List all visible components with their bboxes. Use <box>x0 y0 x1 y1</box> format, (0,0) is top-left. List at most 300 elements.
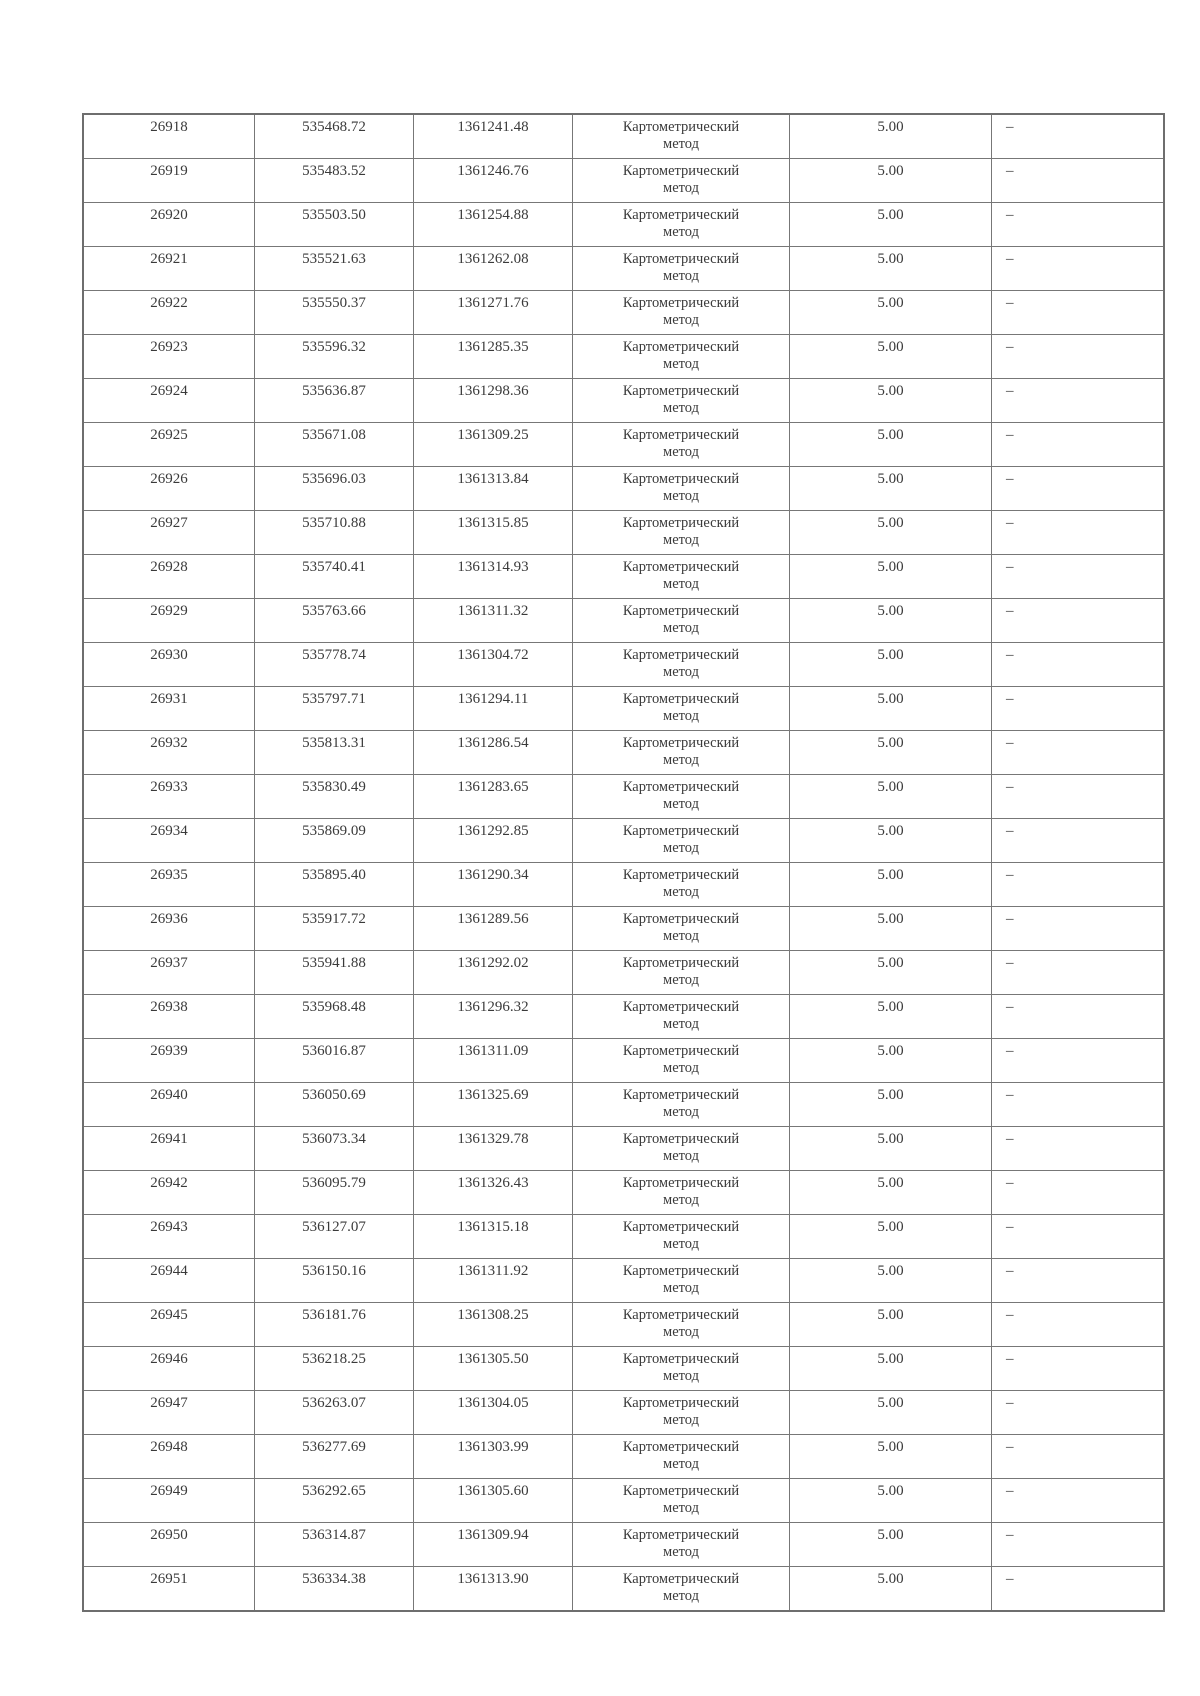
coordinate-x: 535483.52 <box>255 159 414 203</box>
coordinate-y: 1361289.56 <box>414 907 573 951</box>
table-row <box>83 995 1164 1039</box>
description-cell: – <box>992 1259 1165 1303</box>
point-number: 26923 <box>83 335 255 379</box>
coordinate-x: 536334.38 <box>255 1567 414 1612</box>
coordinate-x: 535740.41 <box>255 555 414 599</box>
method-cell <box>573 951 790 995</box>
precision-value: 5.00 <box>790 555 992 599</box>
description-cell: – <box>992 1171 1165 1215</box>
description-cell: – <box>992 863 1165 907</box>
coordinate-y: 1361308.25 <box>414 1303 573 1347</box>
coordinate-x: 535468.72 <box>255 114 414 159</box>
table-row <box>83 1523 1164 1567</box>
table-row <box>83 114 1164 159</box>
method-cell <box>573 423 790 467</box>
description-cell: – <box>992 1083 1165 1127</box>
table-row <box>83 423 1164 467</box>
coordinate-y: 1361305.60 <box>414 1479 573 1523</box>
method-line-2: метод <box>663 356 699 372</box>
coordinate-x: 535869.09 <box>255 819 414 863</box>
description-cell: – <box>992 511 1165 555</box>
method-cell <box>573 1127 790 1171</box>
table-row <box>83 775 1164 819</box>
precision-value: 5.00 <box>790 335 992 379</box>
description-cell: – <box>992 775 1165 819</box>
table-row <box>83 643 1164 687</box>
description-cell: – <box>992 1347 1165 1391</box>
description-cell: – <box>992 1215 1165 1259</box>
table-row <box>83 863 1164 907</box>
method-line-2: метод <box>663 180 699 196</box>
method-line-1: Картометрический <box>622 251 740 267</box>
point-number: 26925 <box>83 423 255 467</box>
coordinate-y: 1361304.72 <box>414 643 573 687</box>
method-cell <box>573 1303 790 1347</box>
precision-value: 5.00 <box>790 1259 992 1303</box>
method-line-1: Картометрический <box>622 955 740 971</box>
method-line-1: Картометрический <box>622 691 740 707</box>
method-line-2: метод <box>663 840 699 856</box>
method-line-1: Картометрический <box>622 1263 740 1279</box>
coordinate-y: 1361313.84 <box>414 467 573 511</box>
coordinate-x: 535671.08 <box>255 423 414 467</box>
coordinate-x: 535550.37 <box>255 291 414 335</box>
precision-value: 5.00 <box>790 731 992 775</box>
method-line-1: Картометрический <box>622 1219 740 1235</box>
point-number: 26949 <box>83 1479 255 1523</box>
table-row <box>83 687 1164 731</box>
description-cell: – <box>992 423 1165 467</box>
point-number: 26947 <box>83 1391 255 1435</box>
coordinate-x: 536050.69 <box>255 1083 414 1127</box>
precision-value: 5.00 <box>790 1039 992 1083</box>
method-cell <box>573 203 790 247</box>
method-cell <box>573 291 790 335</box>
table-row <box>83 379 1164 423</box>
description-cell: – <box>992 247 1165 291</box>
coordinate-x: 536292.65 <box>255 1479 414 1523</box>
coordinate-y: 1361315.18 <box>414 1215 573 1259</box>
description-cell: – <box>992 555 1165 599</box>
method-cell <box>573 731 790 775</box>
coordinate-y: 1361304.05 <box>414 1391 573 1435</box>
table-row <box>83 819 1164 863</box>
method-line-2: метод <box>663 1368 699 1384</box>
method-line-1: Картометрический <box>622 1087 740 1103</box>
method-cell <box>573 114 790 159</box>
method-line-1: Картометрический <box>622 1395 740 1411</box>
precision-value: 5.00 <box>790 511 992 555</box>
point-number: 26945 <box>83 1303 255 1347</box>
table-row <box>83 1259 1164 1303</box>
precision-value: 5.00 <box>790 1303 992 1347</box>
precision-value: 5.00 <box>790 1567 992 1612</box>
coordinate-x: 536263.07 <box>255 1391 414 1435</box>
method-cell <box>573 995 790 1039</box>
precision-value: 5.00 <box>790 1435 992 1479</box>
coordinate-y: 1361292.02 <box>414 951 573 995</box>
method-cell <box>573 1215 790 1259</box>
method-line-2: метод <box>663 136 699 152</box>
method-cell <box>573 643 790 687</box>
method-line-1: Картометрический <box>622 295 740 311</box>
precision-value: 5.00 <box>790 1215 992 1259</box>
coordinate-x: 536218.25 <box>255 1347 414 1391</box>
coordinate-y: 1361286.54 <box>414 731 573 775</box>
coordinate-y: 1361271.76 <box>414 291 573 335</box>
method-cell <box>573 819 790 863</box>
method-cell <box>573 1479 790 1523</box>
coordinate-y: 1361305.50 <box>414 1347 573 1391</box>
point-number: 26948 <box>83 1435 255 1479</box>
precision-value: 5.00 <box>790 1391 992 1435</box>
coordinate-y: 1361254.88 <box>414 203 573 247</box>
point-number: 26927 <box>83 511 255 555</box>
description-cell: – <box>992 731 1165 775</box>
method-line-1: Картометрический <box>622 735 740 751</box>
point-number: 26920 <box>83 203 255 247</box>
method-line-2: метод <box>663 708 699 724</box>
coordinates-table <box>82 113 1165 1612</box>
table-row <box>83 159 1164 203</box>
coordinate-y: 1361309.25 <box>414 423 573 467</box>
method-line-1: Картометрический <box>622 911 740 927</box>
method-line-2: метод <box>663 1104 699 1120</box>
method-line-2: метод <box>663 576 699 592</box>
method-cell <box>573 1391 790 1435</box>
method-line-1: Картометрический <box>622 119 740 135</box>
method-line-1: Картометрический <box>622 1527 740 1543</box>
method-line-1: Картометрический <box>622 1307 740 1323</box>
method-line-2: метод <box>663 1412 699 1428</box>
method-line-1: Картометрический <box>622 207 740 223</box>
table-row <box>83 247 1164 291</box>
description-cell: – <box>992 819 1165 863</box>
method-line-1: Картометрический <box>622 779 740 795</box>
precision-value: 5.00 <box>790 995 992 1039</box>
coordinate-x: 535503.50 <box>255 203 414 247</box>
coordinate-x: 535778.74 <box>255 643 414 687</box>
point-number: 26921 <box>83 247 255 291</box>
method-line-2: метод <box>663 1500 699 1516</box>
method-line-1: Картометрический <box>622 823 740 839</box>
coordinate-y: 1361329.78 <box>414 1127 573 1171</box>
coordinate-y: 1361326.43 <box>414 1171 573 1215</box>
coordinate-y: 1361309.94 <box>414 1523 573 1567</box>
point-number: 26941 <box>83 1127 255 1171</box>
table-row <box>83 731 1164 775</box>
table-row <box>83 467 1164 511</box>
description-cell: – <box>992 1391 1165 1435</box>
precision-value: 5.00 <box>790 1479 992 1523</box>
precision-value: 5.00 <box>790 203 992 247</box>
method-cell <box>573 1435 790 1479</box>
description-cell: – <box>992 1479 1165 1523</box>
coordinate-x: 535917.72 <box>255 907 414 951</box>
point-number: 26934 <box>83 819 255 863</box>
method-line-1: Картометрический <box>622 471 740 487</box>
point-number: 26919 <box>83 159 255 203</box>
coordinate-x: 535763.66 <box>255 599 414 643</box>
table-row <box>83 1039 1164 1083</box>
table-row <box>83 1127 1164 1171</box>
method-cell <box>573 1039 790 1083</box>
coordinate-x: 535797.71 <box>255 687 414 731</box>
coordinate-x: 535596.32 <box>255 335 414 379</box>
method-line-2: метод <box>663 972 699 988</box>
method-line-1: Картометрический <box>622 1571 740 1587</box>
method-line-2: метод <box>663 928 699 944</box>
point-number: 26918 <box>83 114 255 159</box>
method-cell <box>573 1259 790 1303</box>
description-cell: – <box>992 467 1165 511</box>
method-cell <box>573 1523 790 1567</box>
coordinate-x: 536181.76 <box>255 1303 414 1347</box>
point-number: 26929 <box>83 599 255 643</box>
coordinate-x: 535521.63 <box>255 247 414 291</box>
coordinate-x: 535830.49 <box>255 775 414 819</box>
precision-value: 5.00 <box>790 1127 992 1171</box>
description-cell: – <box>992 1303 1165 1347</box>
method-line-1: Картометрический <box>622 559 740 575</box>
table-row <box>83 1435 1164 1479</box>
precision-value: 5.00 <box>790 379 992 423</box>
point-number: 26939 <box>83 1039 255 1083</box>
method-cell <box>573 1083 790 1127</box>
coordinate-y: 1361311.92 <box>414 1259 573 1303</box>
method-cell <box>573 1347 790 1391</box>
coordinate-y: 1361315.85 <box>414 511 573 555</box>
method-line-2: метод <box>663 752 699 768</box>
precision-value: 5.00 <box>790 819 992 863</box>
method-line-2: метод <box>663 1192 699 1208</box>
point-number: 26922 <box>83 291 255 335</box>
method-line-1: Картометрический <box>622 1351 740 1367</box>
coordinate-y: 1361314.93 <box>414 555 573 599</box>
point-number: 26951 <box>83 1567 255 1612</box>
coordinate-x: 536127.07 <box>255 1215 414 1259</box>
point-number: 26932 <box>83 731 255 775</box>
point-number: 26931 <box>83 687 255 731</box>
description-cell: – <box>992 1567 1165 1612</box>
coordinate-x: 536016.87 <box>255 1039 414 1083</box>
method-line-1: Картометрический <box>622 1131 740 1147</box>
method-line-1: Картометрический <box>622 339 740 355</box>
method-line-1: Картометрический <box>622 383 740 399</box>
method-cell <box>573 599 790 643</box>
coordinate-y: 1361294.11 <box>414 687 573 731</box>
coordinate-y: 1361290.34 <box>414 863 573 907</box>
method-line-1: Картометрический <box>622 1483 740 1499</box>
point-number: 26924 <box>83 379 255 423</box>
description-cell: – <box>992 1435 1165 1479</box>
method-cell <box>573 511 790 555</box>
precision-value: 5.00 <box>790 775 992 819</box>
method-line-2: метод <box>663 224 699 240</box>
point-number: 26928 <box>83 555 255 599</box>
coordinate-y: 1361311.32 <box>414 599 573 643</box>
coordinate-x: 536150.16 <box>255 1259 414 1303</box>
method-line-2: метод <box>663 400 699 416</box>
table-row <box>83 907 1164 951</box>
table-row <box>83 203 1164 247</box>
method-line-1: Картометрический <box>622 867 740 883</box>
method-line-1: Картометрический <box>622 515 740 531</box>
point-number: 26933 <box>83 775 255 819</box>
method-line-1: Картометрический <box>622 603 740 619</box>
coordinate-y: 1361298.36 <box>414 379 573 423</box>
table-row <box>83 951 1164 995</box>
table-row <box>83 599 1164 643</box>
method-line-2: метод <box>663 1280 699 1296</box>
coordinate-y: 1361296.32 <box>414 995 573 1039</box>
coordinate-y: 1361241.48 <box>414 114 573 159</box>
method-line-2: метод <box>663 268 699 284</box>
coordinate-y: 1361311.09 <box>414 1039 573 1083</box>
method-line-2: метод <box>663 884 699 900</box>
method-cell <box>573 863 790 907</box>
coordinate-x: 535941.88 <box>255 951 414 995</box>
point-number: 26944 <box>83 1259 255 1303</box>
description-cell: – <box>992 907 1165 951</box>
precision-value: 5.00 <box>790 1523 992 1567</box>
point-number: 26936 <box>83 907 255 951</box>
method-line-1: Картометрический <box>622 999 740 1015</box>
description-cell: – <box>992 114 1165 159</box>
method-line-1: Картометрический <box>622 1175 740 1191</box>
method-line-2: метод <box>663 1324 699 1340</box>
coordinate-x: 535696.03 <box>255 467 414 511</box>
method-line-2: метод <box>663 1588 699 1604</box>
method-line-2: метод <box>663 488 699 504</box>
coordinate-x: 536314.87 <box>255 1523 414 1567</box>
method-cell <box>573 687 790 731</box>
coordinate-x: 536277.69 <box>255 1435 414 1479</box>
method-line-2: метод <box>663 312 699 328</box>
table-row <box>83 555 1164 599</box>
method-cell <box>573 247 790 291</box>
coordinate-y: 1361325.69 <box>414 1083 573 1127</box>
precision-value: 5.00 <box>790 423 992 467</box>
precision-value: 5.00 <box>790 467 992 511</box>
description-cell: – <box>992 291 1165 335</box>
description-cell: – <box>992 995 1165 1039</box>
point-number: 26946 <box>83 1347 255 1391</box>
point-number: 26943 <box>83 1215 255 1259</box>
coordinate-x: 535813.31 <box>255 731 414 775</box>
method-cell <box>573 335 790 379</box>
description-cell: – <box>992 203 1165 247</box>
method-cell <box>573 159 790 203</box>
precision-value: 5.00 <box>790 1347 992 1391</box>
precision-value: 5.00 <box>790 951 992 995</box>
coordinate-x: 536095.79 <box>255 1171 414 1215</box>
description-cell: – <box>992 159 1165 203</box>
table-row <box>83 1215 1164 1259</box>
method-line-2: метод <box>663 1236 699 1252</box>
method-line-2: метод <box>663 796 699 812</box>
table-row <box>83 335 1164 379</box>
method-cell <box>573 555 790 599</box>
precision-value: 5.00 <box>790 159 992 203</box>
method-line-2: метод <box>663 1016 699 1032</box>
table-row <box>83 1567 1164 1612</box>
method-cell <box>573 1567 790 1612</box>
precision-value: 5.00 <box>790 1083 992 1127</box>
precision-value: 5.00 <box>790 643 992 687</box>
point-number: 26926 <box>83 467 255 511</box>
table-row <box>83 1303 1164 1347</box>
precision-value: 5.00 <box>790 599 992 643</box>
point-number: 26950 <box>83 1523 255 1567</box>
method-line-1: Картометрический <box>622 1043 740 1059</box>
coordinate-x: 535895.40 <box>255 863 414 907</box>
method-line-2: метод <box>663 444 699 460</box>
precision-value: 5.00 <box>790 247 992 291</box>
point-number: 26937 <box>83 951 255 995</box>
method-line-2: метод <box>663 1148 699 1164</box>
precision-value: 5.00 <box>790 907 992 951</box>
precision-value: 5.00 <box>790 291 992 335</box>
point-number: 26942 <box>83 1171 255 1215</box>
description-cell: – <box>992 643 1165 687</box>
method-cell <box>573 775 790 819</box>
method-cell <box>573 1171 790 1215</box>
method-cell <box>573 907 790 951</box>
description-cell: – <box>992 687 1165 731</box>
coordinate-y: 1361262.08 <box>414 247 573 291</box>
method-line-2: метод <box>663 532 699 548</box>
precision-value: 5.00 <box>790 687 992 731</box>
description-cell: – <box>992 951 1165 995</box>
coordinate-y: 1361246.76 <box>414 159 573 203</box>
coordinate-x: 536073.34 <box>255 1127 414 1171</box>
precision-value: 5.00 <box>790 114 992 159</box>
table-row <box>83 1171 1164 1215</box>
description-cell: – <box>992 1127 1165 1171</box>
coordinate-y: 1361313.90 <box>414 1567 573 1612</box>
method-line-1: Картометрический <box>622 427 740 443</box>
coordinate-x: 535636.87 <box>255 379 414 423</box>
point-number: 26935 <box>83 863 255 907</box>
table-row <box>83 1479 1164 1523</box>
method-line-1: Картометрический <box>622 1439 740 1455</box>
method-line-2: метод <box>663 620 699 636</box>
point-number: 26940 <box>83 1083 255 1127</box>
method-line-2: метод <box>663 1544 699 1560</box>
precision-value: 5.00 <box>790 1171 992 1215</box>
table-row <box>83 1083 1164 1127</box>
description-cell: – <box>992 599 1165 643</box>
coordinate-y: 1361303.99 <box>414 1435 573 1479</box>
precision-value: 5.00 <box>790 863 992 907</box>
method-line-2: метод <box>663 1456 699 1472</box>
table-row <box>83 1391 1164 1435</box>
description-cell: – <box>992 1039 1165 1083</box>
point-number: 26938 <box>83 995 255 1039</box>
description-cell: – <box>992 1523 1165 1567</box>
method-line-1: Картометрический <box>622 163 740 179</box>
description-cell: – <box>992 335 1165 379</box>
method-line-1: Картометрический <box>622 647 740 663</box>
description-cell: – <box>992 379 1165 423</box>
table-row <box>83 511 1164 555</box>
coordinate-y: 1361285.35 <box>414 335 573 379</box>
coordinate-y: 1361292.85 <box>414 819 573 863</box>
coordinate-y: 1361283.65 <box>414 775 573 819</box>
method-cell <box>573 467 790 511</box>
coordinate-x: 535968.48 <box>255 995 414 1039</box>
